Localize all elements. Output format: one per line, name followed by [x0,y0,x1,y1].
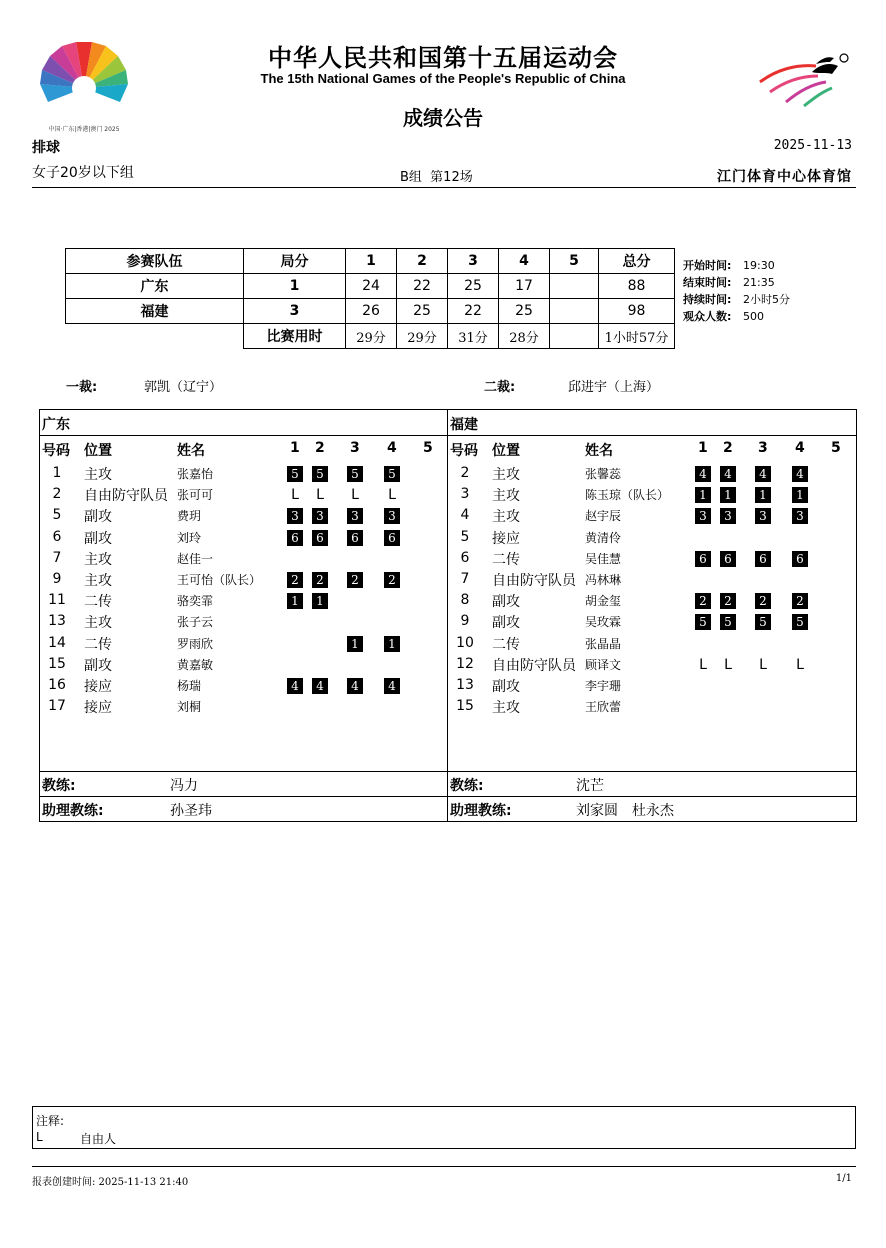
team-b-assistant-label: 助理教练: [450,803,512,819]
player-position: 主攻 [84,467,112,483]
col-set-1: 1 [346,249,397,274]
header-number: 号码 [42,443,70,459]
player-position: 自由防守队员 [492,657,576,674]
team-a-assistant-coach: 孙圣玮 [170,803,212,819]
libero-marker: L [351,487,359,504]
player-row [40,505,447,526]
player-name: 吴佳慧 [585,551,622,566]
player-number: 7 [52,549,62,566]
player-position: 主攻 [492,467,520,483]
starting-position-marker: 5 [384,466,400,482]
starting-position-marker: 2 [384,572,400,588]
col-team: 参赛队伍 [66,249,244,274]
starting-position-marker: 3 [720,508,736,524]
starting-position-marker: 1 [287,593,303,609]
player-number: 13 [48,613,66,630]
end-time-value: 21:35 [743,276,775,289]
sport-label: 排球 [32,140,60,156]
first-referee-label: 一裁: [66,380,98,395]
player-number: 15 [456,698,474,715]
notes-box [32,1106,856,1149]
starting-position-marker: 1 [792,487,808,503]
team-b-coach-label: 教练: [450,778,484,794]
starting-position-marker: 6 [720,551,736,567]
player-number: 16 [48,677,66,693]
starting-position-marker: 1 [312,593,328,609]
team-b-set-4: 25 [499,299,550,324]
player-row [448,696,856,717]
team-a-set-5 [550,274,599,299]
libero-marker: L [291,487,299,504]
starting-position-marker: 5 [720,614,736,630]
header-set-5: 5 [831,440,841,456]
set-1-duration: 29分 [346,324,397,349]
attendance [683,308,790,325]
starting-position-marker: 3 [755,508,771,524]
attendance-value: 500 [743,310,764,323]
starting-position-marker: 6 [384,530,400,546]
starting-position-marker: 3 [347,508,363,524]
second-referee: 邱进宇（上海） [568,380,660,395]
player-row [40,696,447,717]
player-position: 主攻 [84,551,112,568]
player-position: 自由防守队员 [492,573,576,589]
player-row [40,463,447,484]
libero-marker: L [796,656,804,673]
player-row [448,527,856,548]
col-set-5: 5 [550,249,599,274]
player-position: 主攻 [492,488,520,505]
player-name: 黄清伶 [585,530,622,545]
notes-key-desc: 自由人 [80,1132,117,1146]
starting-position-marker: 5 [792,614,808,630]
divider [40,435,447,436]
player-position: 自由防守队员 [84,488,168,505]
starting-position-marker: 1 [695,487,711,503]
player-number: 6 [460,549,470,566]
player-position: 接应 [84,679,112,695]
end-time-label: 结束时间: [683,276,732,289]
player-name: 黄嘉敏 [177,657,214,672]
divider [448,796,856,797]
player-number: 5 [52,507,62,524]
match-date: 2025-11-13 [773,138,852,153]
venue-label: 江门体育中心体育馆 [717,169,852,185]
player-name: 张子云 [177,615,214,630]
player-row [40,633,447,654]
header-set-1: 1 [290,440,300,456]
player-number: 3 [460,486,470,503]
starting-position-marker: 3 [792,508,808,524]
team-b-total: 98 [599,299,675,324]
libero-marker: L [699,656,707,673]
player-number: 8 [460,592,470,609]
team-a-assistant-label: 助理教练: [42,803,104,819]
player-row [448,590,856,611]
starting-position-marker: 5 [347,466,363,482]
player-number: 2 [52,486,62,503]
header-set-4: 4 [795,440,805,456]
starting-position-marker: 4 [312,678,328,694]
starting-position-marker: 6 [312,530,328,546]
duration-value: 2小时5分 [743,293,790,306]
starting-position-marker: 1 [384,636,400,652]
starting-position-marker: 4 [347,678,363,694]
footer-divider [32,1166,856,1167]
player-name: 费玥 [177,509,202,524]
player-name: 赵宇辰 [585,509,622,524]
starting-position-marker: 4 [384,678,400,694]
starting-position-marker: 5 [312,466,328,482]
set-3-duration: 31分 [448,324,499,349]
starting-position-marker: 3 [312,508,328,524]
starting-position-marker: 3 [695,508,711,524]
starting-position-marker: 4 [720,466,736,482]
starting-position-marker: 3 [384,508,400,524]
player-name: 骆奕霏 [177,594,214,609]
player-number: 2 [460,465,470,481]
player-position: 副攻 [84,509,112,526]
player-row [448,484,856,505]
col-set-3: 3 [448,249,499,274]
player-number: 9 [52,571,62,587]
player-position: 二传 [492,636,520,653]
player-position: 副攻 [492,679,520,695]
team-b-set-1: 26 [346,299,397,324]
player-row [448,463,856,484]
player-number: 5 [460,528,470,545]
player-row [40,484,447,505]
logo-caption: 中国·广东|香港|澳门 2025 [48,126,120,133]
set-2-duration: 29分 [397,324,448,349]
libero-marker: L [316,487,324,504]
set-4-duration: 28分 [499,324,550,349]
team-b-panel [447,409,857,822]
player-name: 刘桐 [177,700,202,715]
start-time-value: 19:30 [743,259,775,272]
player-row [448,569,856,590]
starting-position-marker: 6 [347,530,363,546]
player-row [448,505,856,526]
player-position: 接应 [492,530,520,547]
player-row [40,654,447,675]
player-name: 刘玲 [177,530,202,545]
player-position: 副攻 [84,530,112,547]
player-row [40,590,447,611]
player-row [40,675,447,696]
team-a-coach-label: 教练: [42,778,76,794]
team-a-name: 广东 [66,274,244,299]
team-a-roster-title: 广东 [42,417,70,433]
header-set-2: 2 [723,440,733,456]
start-time-label: 开始时间: [683,259,732,272]
player-number: 11 [48,592,66,609]
starting-position-marker: 2 [312,572,328,588]
team-a-set-4: 17 [499,274,550,299]
games-title-en: The 15th National Games of the People's Republic of China [260,71,626,86]
player-row [40,611,447,632]
player-name: 张晶晶 [585,636,622,651]
team-b-roster-title: 福建 [450,417,478,433]
empty-cell [66,324,244,349]
player-name: 罗雨欣 [177,636,214,651]
duration [683,291,790,308]
header-set-1: 1 [698,440,708,456]
player-row [448,633,856,654]
libero-marker: L [724,656,732,673]
team-b-set-3: 22 [448,299,499,324]
player-position: 接应 [84,700,112,717]
divider [448,771,856,772]
header-name: 姓名 [585,443,613,459]
team-a-coach: 冯力 [170,778,198,794]
player-name: 冯林琳 [585,573,622,587]
team-b-assistant-coach: 刘家圆 杜永杰 [576,803,674,819]
player-name: 杨瑞 [177,679,202,693]
player-number: 10 [456,634,474,651]
player-name: 张嘉怡 [177,467,214,481]
col-set-4: 4 [499,249,550,274]
team-a-total: 88 [599,274,675,299]
header-number: 号码 [450,443,478,459]
starting-position-marker: 1 [347,636,363,652]
header-set-3: 3 [350,440,360,456]
starting-position-marker: 6 [287,530,303,546]
starting-position-marker: 6 [792,551,808,567]
starting-position-marker: 2 [347,572,363,588]
player-position: 二传 [84,594,112,611]
player-number: 6 [52,528,62,545]
total-duration: 1小时57分 [599,324,675,349]
player-position: 副攻 [84,657,112,674]
team-a-set-1: 24 [346,274,397,299]
player-number: 12 [456,655,474,672]
player-name: 王欣蕾 [585,700,622,715]
attendance-label: 观众人数: [683,310,732,323]
first-referee: 郭凯（辽宁） [144,380,223,395]
set-5-duration [550,324,599,349]
duration-label: 持续时间: [683,293,732,306]
player-row [448,675,856,696]
starting-position-marker: 5 [755,614,771,630]
header-set-5: 5 [423,440,433,456]
group-match-label: B组 第12场 [400,170,473,185]
duration-label: 比赛用时 [244,324,346,349]
player-row [40,569,447,590]
libero-marker: L [759,656,767,673]
player-name: 王可怡（队长） [177,573,262,587]
score-header-row [66,249,675,274]
player-row [40,527,447,548]
starting-position-marker: 2 [755,593,771,609]
libero-marker: L [388,487,396,504]
starting-position-marker: 6 [755,551,771,567]
starting-position-marker: 4 [695,466,711,482]
team-b-sets-won: 3 [244,299,346,324]
end-time [683,274,790,291]
starting-position-marker: 1 [720,487,736,503]
header-set-3: 3 [758,440,768,456]
player-name: 李宇珊 [585,679,622,693]
team-a-set-3: 25 [448,274,499,299]
player-number: 15 [48,655,66,672]
start-time [683,257,790,274]
header-set-4: 4 [387,440,397,456]
report-created-time: 报表创建时间: 2025-11-13 21:40 [32,1177,189,1188]
score-table [65,248,675,349]
notes-key: L [36,1130,43,1144]
player-number: 1 [52,465,62,481]
player-number: 4 [460,507,470,524]
starting-position-marker: 3 [287,508,303,524]
player-name: 胡金玺 [585,594,622,609]
document-title: 成绩公告 [403,106,483,130]
player-name: 吴玫霖 [585,615,622,630]
team-a-set-2: 22 [397,274,448,299]
header-divider [32,187,856,188]
header-set-2: 2 [315,440,325,456]
col-set-2: 2 [397,249,448,274]
player-number: 9 [460,613,470,630]
starting-position-marker: 6 [695,551,711,567]
starting-position-marker: 2 [720,593,736,609]
player-name: 张可可 [177,488,214,503]
col-sets-won: 局分 [244,249,346,274]
team-b-coach: 沈芒 [576,778,604,794]
player-name: 赵佳一 [177,551,214,566]
team-a-panel [39,409,448,822]
team-a-sets-won: 1 [244,274,346,299]
second-referee-label: 二裁: [484,380,516,395]
team-b-set-2: 25 [397,299,448,324]
notes-label: 注释: [36,1114,65,1128]
player-position: 主攻 [492,700,520,717]
header-position: 位置 [84,443,112,459]
player-position: 二传 [84,636,112,653]
team-b-set-5 [550,299,599,324]
player-position: 主攻 [84,573,112,589]
starting-position-marker: 5 [695,614,711,630]
score-row-team-b [66,299,675,324]
player-name: 张馨蕊 [585,467,622,481]
player-row [448,611,856,632]
timing-info [683,257,790,325]
player-number: 7 [460,571,470,587]
player-number: 14 [48,634,66,651]
starting-position-marker: 2 [695,593,711,609]
player-row [448,548,856,569]
player-row [40,548,447,569]
divider [448,435,856,436]
starting-position-marker: 4 [792,466,808,482]
player-position: 副攻 [492,594,520,611]
player-position: 主攻 [492,509,520,526]
player-position: 副攻 [492,615,520,632]
category-label: 女子20岁以下组 [32,165,134,181]
divider [40,796,447,797]
page-number: 1/1 [835,1173,852,1184]
player-position: 二传 [492,551,520,568]
player-name: 陈玉琼（队长） [585,488,670,503]
header-position: 位置 [492,443,520,459]
player-number: 17 [48,698,66,715]
games-title-zh: 中华人民共和国第十五届运动会 [268,44,618,72]
header-name: 姓名 [177,443,205,459]
divider [40,771,447,772]
starting-position-marker: 2 [287,572,303,588]
player-position: 主攻 [84,615,112,632]
starting-position-marker: 2 [792,593,808,609]
player-row [448,654,856,675]
player-number: 13 [456,677,474,693]
starting-position-marker: 5 [287,466,303,482]
score-row-team-a [66,274,675,299]
player-name: 顾译文 [585,657,622,672]
starting-position-marker: 4 [287,678,303,694]
col-total: 总分 [599,249,675,274]
starting-position-marker: 4 [755,466,771,482]
team-b-name: 福建 [66,299,244,324]
duration-row [66,324,675,349]
starting-position-marker: 1 [755,487,771,503]
